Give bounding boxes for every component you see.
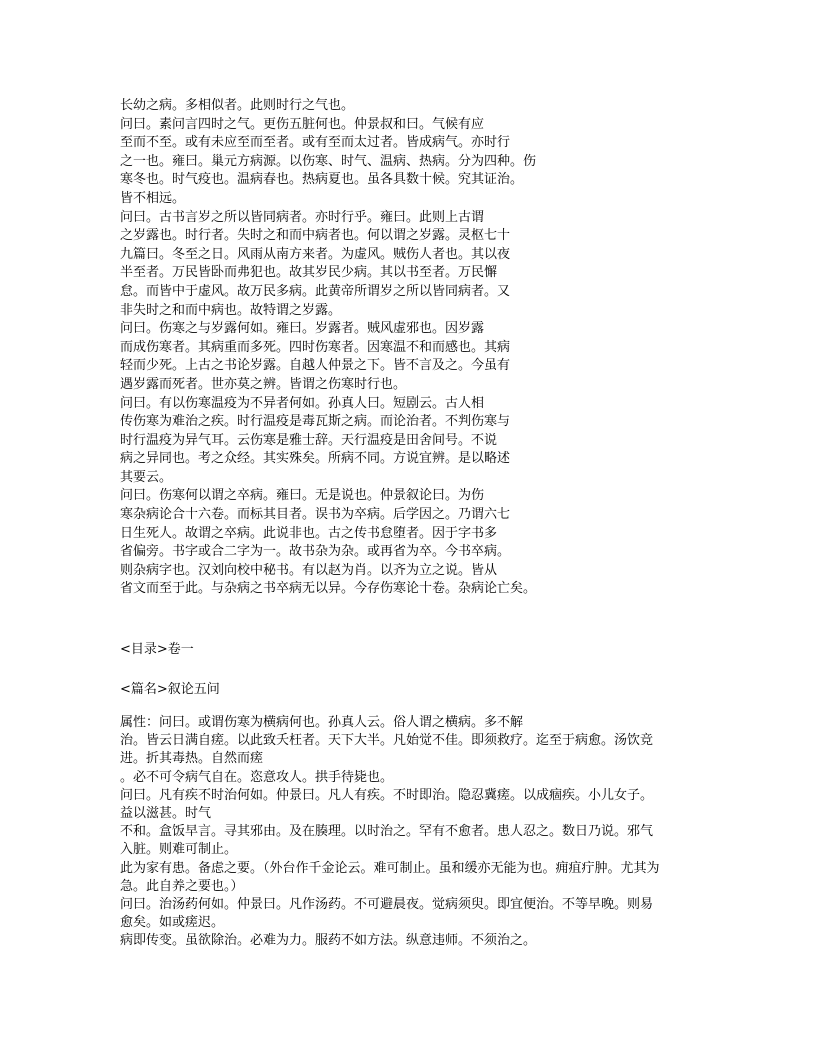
text-line: 遇岁露而死者。世亦莫之辨。皆谓之伤寒时行也。 [120, 376, 407, 392]
text-line: 急。此自养之要也。） [120, 878, 244, 894]
text-line: 问曰。凡有疾不时治何如。仲景曰。凡人有疾。不时即治。隐忍冀瘥。以成痼疾。小儿女子。 [120, 787, 654, 803]
text-line: 寒杂病论合十六卷。而标其目者。误书为卒病。后学因之。乃谓六七 [120, 507, 511, 523]
text-line: 病即传变。虽欲除治。必难为力。服药不如方法。纵意违师。不须治之。 [120, 933, 537, 949]
text-line: 进。折其毒热。自然而瘥 [120, 751, 264, 767]
text-line: 至而不至。或有未应至而至者。或有至而太过者。皆成病气。亦时行 [120, 135, 511, 151]
text-line: 怠。而皆中于虚风。故万民多病。此黄帝所谓岁之所以皆同病者。又 [120, 283, 511, 299]
text-line: 而成伤寒者。其病重而多死。四时伤寒者。因寒温不和而感也。其病 [120, 339, 511, 355]
text-line: 时行温疫为异气耳。云伤寒是雅士辞。天行温疫是田舍间号。不说 [120, 432, 498, 448]
text-line: 长幼之病。多相似者。此则时行之气也。 [120, 98, 355, 113]
text-line: 之一也。雍曰。巢元方病源。以伤寒、时气、温病、热病。分为四种。伤 [120, 153, 537, 169]
passage-block-2 [120, 714, 705, 950]
text-line: 问曰。素问言四时之气。更伤五脏何也。仲景叔和曰。气候有应 [120, 116, 485, 132]
text-line: 非失时之和而中病也。故特谓之岁露。 [120, 302, 342, 318]
text-line: 日生死人。故谓之卒病。此说非也。古之传书怠堕者。因于字书多 [120, 525, 498, 541]
text-line: 轻而少死。上古之书论岁露。自越人仲景之下。皆不言及之。今虽有 [120, 358, 511, 374]
text-line: 省文而至于此。与杂病之书卒病无以异。今存伤寒论十卷。杂病论亡矣。 [120, 581, 537, 597]
text-line: 病之异同也。考之众经。其实殊矣。所病不同。方说宜辨。是以略述 [120, 451, 511, 467]
text-line: 省偏旁。书字或合二字为一。故书杂为杂。或再省为卒。今书卒病。 [120, 544, 511, 560]
text-line: 入脏。则难可制止。 [120, 842, 238, 858]
text-line: 益以滋甚。时气 [120, 805, 212, 821]
text-line: 则杂病字也。汉刘向校中秘书。有以赵为肖。以齐为立之说。皆从 [120, 562, 498, 578]
text-line: 此为家有患。备虑之要。（外台作千金论云。难可制止。虽和缓亦无能为也。痈疽疔肿。尤其为 [120, 860, 660, 876]
text-line: 问曰。伤寒之与岁露何如。雍曰。岁露者。贼风虚邪也。因岁露 [120, 321, 485, 337]
text-line: 其要云。 [120, 469, 173, 485]
text-line: 愈矣。如或瘥迟。 [120, 915, 225, 931]
passage-block-1 [120, 97, 740, 599]
text-line: 问曰。古书言岁之所以皆同病者。亦时行乎。雍曰。此则上古谓 [120, 209, 485, 225]
text-line: 问曰。有以伤寒温疫为不异者何如。孙真人曰。短剧云。古人相 [120, 395, 485, 411]
text-line: 九篇曰。冬至之日。风雨从南方来者。为虚风。贼伤人者也。其以夜 [120, 246, 511, 262]
text-line: 皆不相远。 [120, 190, 186, 206]
text-line: 属性：问曰。或谓伤寒为横病何也。孙真人云。俗人谓之横病。多不解 [120, 715, 524, 730]
text-line: 问曰。治汤药何如。仲景曰。凡作汤药。不可避晨夜。觉病须臾。即宜便治。不等早晚。则易 [120, 896, 654, 912]
text-line: 寒冬也。时气疫也。温病春也。热病夏也。虽各具数十候。究其证治。 [120, 172, 524, 188]
text-line: 之岁露也。时行者。失时之和而中病者也。何以谓之岁露。灵枢七十 [120, 228, 511, 244]
text-line: 治。皆云日满自瘥。以此致夭枉者。天下大半。凡始觉不佳。即须救疗。迄至于病愈。汤饮竞 [120, 733, 654, 749]
text-line: 半至者。万民皆卧而弗犯也。故其岁民少病。其以书至者。万民懈 [120, 265, 498, 281]
catalog-heading: <目录>卷一 [120, 642, 194, 657]
text-line: 传伤寒为难治之疾。时行温疫是毒瓦斯之病。而论治者。不判伤寒与 [120, 414, 511, 430]
text-line: 不和。盒饭早言。寻其邪由。及在腠理。以时治之。罕有不愈者。患人忍之。数日乃说。邪气 [120, 824, 654, 840]
chapter-heading: <篇名>叙论五问 [120, 682, 220, 697]
text-line: 问曰。伤寒何以谓之卒病。雍曰。无是说也。仲景叙论曰。为伤 [120, 488, 485, 504]
text-line: 。必不可令病气自在。恣意攻人。拱手待毙也。 [120, 769, 394, 785]
